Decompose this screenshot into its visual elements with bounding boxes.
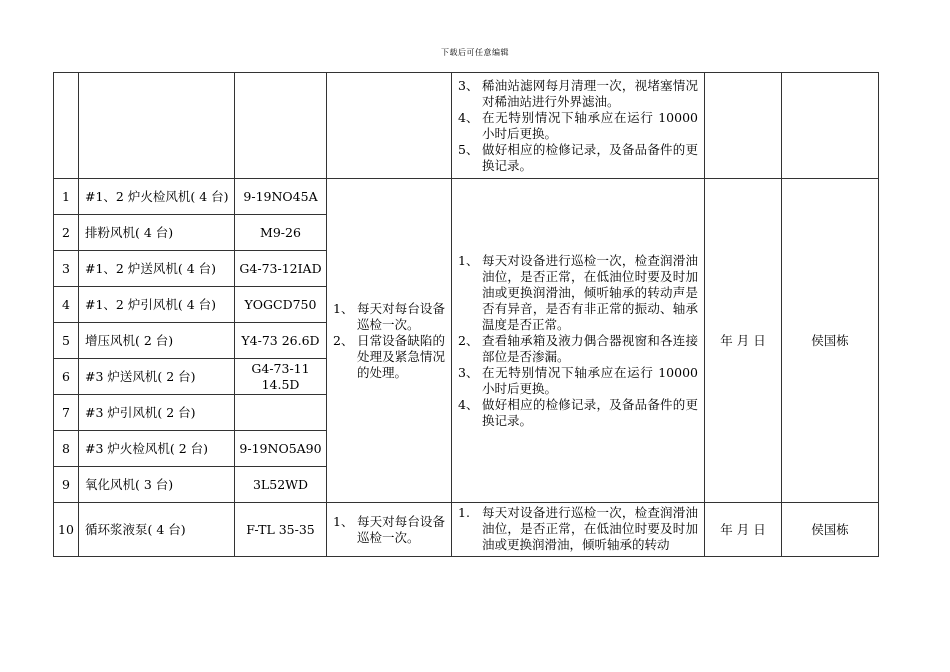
equipment-model: 9-19NO45A xyxy=(235,179,327,215)
standards-cell xyxy=(452,179,705,503)
table-row-continued xyxy=(54,73,879,179)
equipment-name: #3 炉火检风机( 2 台) xyxy=(79,431,235,467)
equipment-name: #1、2 炉引风机( 4 台) xyxy=(79,287,235,323)
duties-cell xyxy=(327,179,452,503)
equipment-model: F-TL 35-35 xyxy=(235,503,327,557)
list-item: 2、 日常设备缺陷的处理及紧急情况的处理。 xyxy=(333,332,445,380)
equipment-model: YOGCD750 xyxy=(235,287,327,323)
equipment-name: #3 炉送风机( 2 台) xyxy=(79,359,235,395)
row-number: 6 xyxy=(54,359,79,395)
row-number: 1 xyxy=(54,179,79,215)
cell-name-empty xyxy=(79,73,235,179)
list-item: 3、 在无特别情况下轴承应在运行 10000 小时后更换。 xyxy=(458,364,698,396)
list-item: 1、 每天对设备进行巡检一次，检查润滑油油位，是否正常，在低油位时要及时加油或更换润滑油，倾听轴承的转动声是否有异音，是否有非正常的振动、轴承温度是否正常。 xyxy=(458,252,698,332)
list-item: 2、 查看轴承箱及液力偶合器视窗和各连接部位是否渗漏。 xyxy=(458,332,698,364)
maintenance-table xyxy=(53,72,879,557)
equipment-model xyxy=(235,395,327,431)
cell-no-empty xyxy=(54,73,79,179)
list-item: 4、 在无特别情况下轴承应在运行 10000 小时后更换。 xyxy=(458,109,698,141)
cell-duty-empty xyxy=(327,73,452,179)
list-item: 1、 每天对每台设备巡检一次。 xyxy=(333,300,445,332)
equipment-name: 循环浆液泵( 4 台) xyxy=(79,503,235,557)
date-cell: 年 月 日 xyxy=(705,503,782,557)
row-number: 2 xyxy=(54,215,79,251)
standards-cell xyxy=(452,503,705,557)
equipment-name: #3 炉引风机( 2 台) xyxy=(79,395,235,431)
table-row xyxy=(54,503,879,557)
equipment-model: Y4-73 26.6D xyxy=(235,323,327,359)
row-number: 7 xyxy=(54,395,79,431)
list-item: 5、 做好相应的检修记录，及备品备件的更换记录。 xyxy=(458,141,698,173)
equipment-model: 3L52WD xyxy=(235,467,327,503)
row-number: 8 xyxy=(54,431,79,467)
row-number: 4 xyxy=(54,287,79,323)
equipment-model: G4-73-11 14.5D xyxy=(235,359,327,395)
row-number: 5 xyxy=(54,323,79,359)
cell-standards-continued xyxy=(452,73,705,179)
equipment-name: #1、2 炉送风机( 4 台) xyxy=(79,251,235,287)
equipment-name: #1、2 炉火检风机( 4 台) xyxy=(79,179,235,215)
row-number: 9 xyxy=(54,467,79,503)
equipment-name: 氧化风机( 3 台) xyxy=(79,467,235,503)
equipment-model: 9-19NO5A90 xyxy=(235,431,327,467)
list-item: 4、 做好相应的检修记录，及备品备件的更换记录。 xyxy=(458,396,698,428)
list-item: 1、 每天对每台设备巡检一次。 xyxy=(333,513,445,545)
equipment-name: 排粉风机( 4 台) xyxy=(79,215,235,251)
cell-person-empty xyxy=(782,73,879,179)
list-item: 3、 稀油站滤网每月清理一次，视堵塞情况对稀油站进行外界滤油。 xyxy=(458,77,698,109)
person-cell: 侯国栋 xyxy=(782,503,879,557)
table-row xyxy=(54,179,879,215)
date-cell: 年 月 日 xyxy=(705,179,782,503)
equipment-model: M9-26 xyxy=(235,215,327,251)
row-number: 10 xyxy=(54,503,79,557)
duties-cell xyxy=(327,503,452,557)
page-header: 下载后可任意编辑 xyxy=(441,48,509,57)
row-number: 3 xyxy=(54,251,79,287)
equipment-model: G4-73-12IAD xyxy=(235,251,327,287)
cell-model-empty xyxy=(235,73,327,179)
list-item: 1. 每天对设备进行巡检一次，检查润滑油油位，是否正常，在低油位时要及时加油或更换润滑油，倾听轴承的转动 xyxy=(458,505,698,552)
equipment-name: 增压风机( 2 台) xyxy=(79,323,235,359)
cell-date-empty xyxy=(705,73,782,179)
person-cell: 侯国栋 xyxy=(782,179,879,503)
